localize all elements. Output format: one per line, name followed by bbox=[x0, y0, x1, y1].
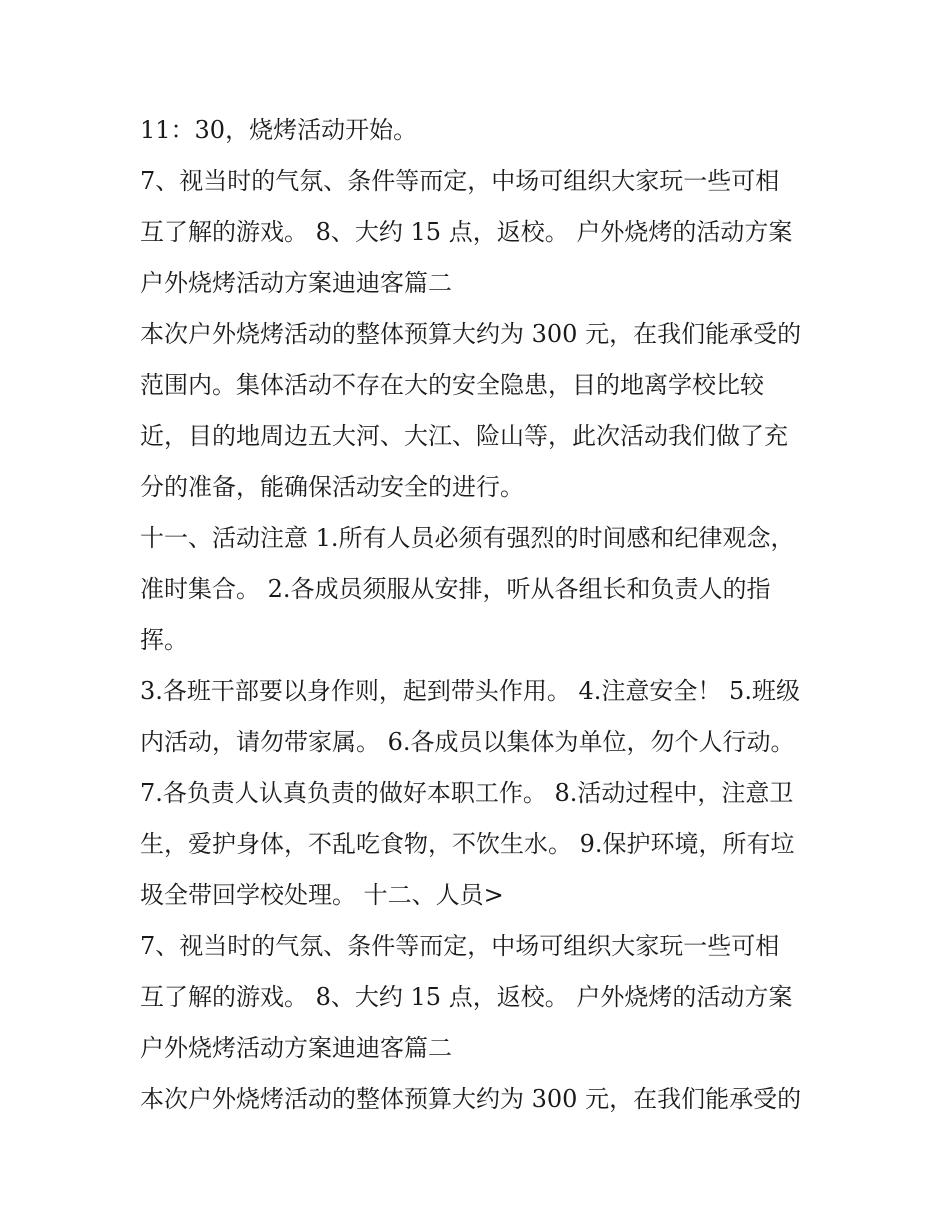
text-line: 本次户外烧烤活动的整体预算大约为 300 元，在我们能承受的 bbox=[140, 320, 802, 348]
text-line: 11：30，烧烤活动开始。 bbox=[140, 116, 418, 144]
text-line: 分的准备，能确保活动安全的进行。 bbox=[140, 473, 524, 501]
text-line: 圾全带回学校处理。 十二、人员> bbox=[140, 881, 504, 909]
text-line: 内活动，请勿带家属。 6.各成员以集体为单位，勿个人行动。 bbox=[140, 728, 795, 756]
text-line: 互了解的游戏。 8、大约 15 点，返校。 户外烧烤的活动方案 bbox=[140, 218, 793, 246]
text-line: 十一、活动注意 1.所有人员必须有强烈的时间感和纪律观念， bbox=[140, 524, 795, 552]
text-line: 互了解的游戏。 8、大约 15 点，返校。 户外烧烤的活动方案 bbox=[140, 983, 793, 1011]
text-line: 7、视当时的气氛、条件等而定，中场可组织大家玩一些可相 bbox=[140, 932, 780, 960]
text-line: 户外烧烤活动方案迪迪客篇二 bbox=[140, 269, 452, 297]
document-body bbox=[140, 105, 830, 1125]
text-line: 本次户外烧烤活动的整体预算大约为 300 元，在我们能承受的 bbox=[140, 1085, 802, 1113]
text-line: 户外烧烤活动方案迪迪客篇二 bbox=[140, 1034, 452, 1062]
text-line: 近，目的地周边五大河、大江、险山等，此次活动我们做了充 bbox=[140, 422, 788, 450]
text-line: 准时集合。 2.各成员须服从安排，听从各组长和负责人的指 bbox=[140, 575, 771, 603]
text-line: 3.各班干部要以身作则，起到带头作用。 4.注意安全！ 5.班级 bbox=[140, 677, 800, 705]
text-line: 范围内。集体活动不存在大的安全隐患，目的地离学校比较 bbox=[140, 371, 764, 399]
text-line: 生，爱护身体，不乱吃食物，不饮生水。 9.保护环境，所有垃 bbox=[140, 830, 795, 858]
text-line: 7.各负责人认真负责的做好本职工作。 8.活动过程中，注意卫 bbox=[140, 779, 794, 807]
text-line: 挥。 bbox=[140, 626, 188, 654]
text-line: 7、视当时的气氛、条件等而定，中场可组织大家玩一些可相 bbox=[140, 167, 780, 195]
